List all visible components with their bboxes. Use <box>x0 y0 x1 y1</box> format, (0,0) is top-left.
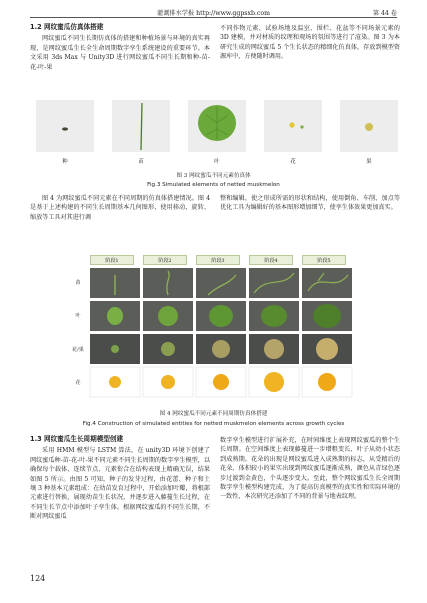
page-number: 124 <box>30 574 46 583</box>
figure-3-caption-cn: 图 3 网纹蜜瓜不同元素仿真体 <box>176 173 251 179</box>
figure-4-col-4: 阶段4 <box>249 255 293 265</box>
running-header <box>30 6 397 18</box>
section-1-3-paragraph: 采用 HMM 模型与 LSTM 算法，在 unity3D 环境下创建了网纹蜜瓜种-苗-花-叶-果不同元素不同生长周期的数字孪生模型，以确保每个载体、连续节点、元素衔合在结构表现上精确无误，结果如图 5 所示。由图 5 可知，种子的发芽过程，由花蕾、种子和土壤 3 种基本元素组成：在幼苗发育过程中，开始添加叶瓣，将根部元素进行替换，展现幼苗生长状况，并逐步进入藤蔓生长过程，在不同生长节点中添加叶子孪生体。根据网纹蜜瓜的不同生长期，不断对网纹蜜瓜 <box>30 447 210 521</box>
right-top-paragraph: 不同作物元素、试验场地及温室、围栏、花盆等不同场景元素的 3D 建模，并对材质的纹理和观场的氛围等进行了渲染。图 3 为本研究生成的网纹蜜瓜 5 个生长状态的精细化仿真体，存放到模型资源库中，方便随时调用。 <box>220 25 400 61</box>
figure-4-row-3: 花/果 <box>72 347 84 353</box>
figure-4-cells <box>68 255 358 403</box>
right-bottom-paragraph: 数字孪生模型进行扩展补充，在时间维度上表现网纹蜜瓜的整个生长周期。在空间维度上表现藤蔓进一步增粗变长、叶子从幼小状态到成熟期。花朵的出现是网纹蜜瓜进入成熟期的标志，从受精后的花朵、体积较小的果实出现到网纹蜜瓜逐渐成熟，颜色从青绿色逐步过渡到金黄色，个头逐步变大。至此，整个网纹蜜瓜生长全周期数字孪生模型构建完成，为了提高仿真模型的真实性和实际环境的一致性，本次研究还添加了不同的背景与地表纹理。 <box>220 437 400 501</box>
figure-3-label-fruit: 果 <box>366 159 372 165</box>
volume-number: 第 44 卷 <box>372 10 397 17</box>
flower-image <box>289 122 294 127</box>
figure-4-row-2-cells <box>90 301 352 331</box>
seed-panel <box>36 100 94 152</box>
section-title: 1.3 网纹蜜瓜生长周期模型创建 <box>30 435 124 443</box>
figure-4-row-1: 苗 <box>75 280 81 286</box>
right-column-bottom <box>220 436 400 502</box>
figure-3-images <box>30 95 400 155</box>
mid-left-column <box>30 194 210 222</box>
section-1-3 <box>30 434 210 522</box>
figure-4-row-1-cells <box>90 268 352 298</box>
section-title: 1.2 网纹蜜瓜仿真体搭建 <box>30 23 104 31</box>
figure-3-caption-en: Fig.3 Simulated elements of netted muskmelon <box>147 182 280 188</box>
fruit-image <box>365 123 373 131</box>
figure-4-col-3: 阶段3 <box>196 255 240 265</box>
figure-3-label-seedling: 苗 <box>138 159 144 165</box>
seed-image <box>62 127 68 130</box>
figure-4-caption-en: Fig.4 Construction of simulated entities for netted muskmelon elements across growth cycles <box>82 421 345 427</box>
figure-4-caption-cn: 图 4 网纹蜜瓜不同元素不同周期仿真体搭建 <box>159 411 268 417</box>
figure-3-label-leaf: 叶 <box>214 159 220 165</box>
figure-4-row-2: 叶 <box>75 313 81 319</box>
figure-4-col-5: 阶段5 <box>302 255 346 265</box>
journal-name: 灌溉排水学报 http://www.ggpsxb.com <box>157 10 270 17</box>
section-1-2-paragraph: 网纹蜜瓜不同生长期仿真体的搭建和种植场景与环境的真实再现，是网纹蜜瓜生长全生命周期数字孪生系统建设的重要环节。本文采用 3ds Max 与 Unity3D 进行网纹蜜瓜不同生长期和种-苗-花-叶-果 <box>30 35 210 71</box>
figure-4-col-1: 阶段1 <box>90 255 134 265</box>
figure-4-row-3-cells <box>90 334 352 364</box>
figure-4 <box>68 255 358 403</box>
figure-3-label-seed: 种 <box>62 159 68 165</box>
mid-right-paragraph: 整和编辑，使之形成所需的形状和结构，使用倒角、车削、加点等优化工具为编辑好的基本图形增加细节，使孪生体效果更加真实。 <box>220 195 400 212</box>
figure-4-col-2: 阶段2 <box>143 255 187 265</box>
mid-left-paragraph: 图 4 为网纹蜜瓜不同元素在不同周期的仿真体搭建情况。图 4 是基于上述构建的不同生长周期基本几何图形，使用移动、旋转、缩放等工具对其进行调 <box>30 195 210 221</box>
section-1-2 <box>30 22 210 72</box>
figure-4-row-4-cells <box>90 367 352 397</box>
right-column-top <box>220 24 400 62</box>
mid-right-column <box>220 194 400 213</box>
figure-4-row-4: 花 <box>75 380 81 386</box>
figure-3-label-flower: 花 <box>290 159 296 165</box>
